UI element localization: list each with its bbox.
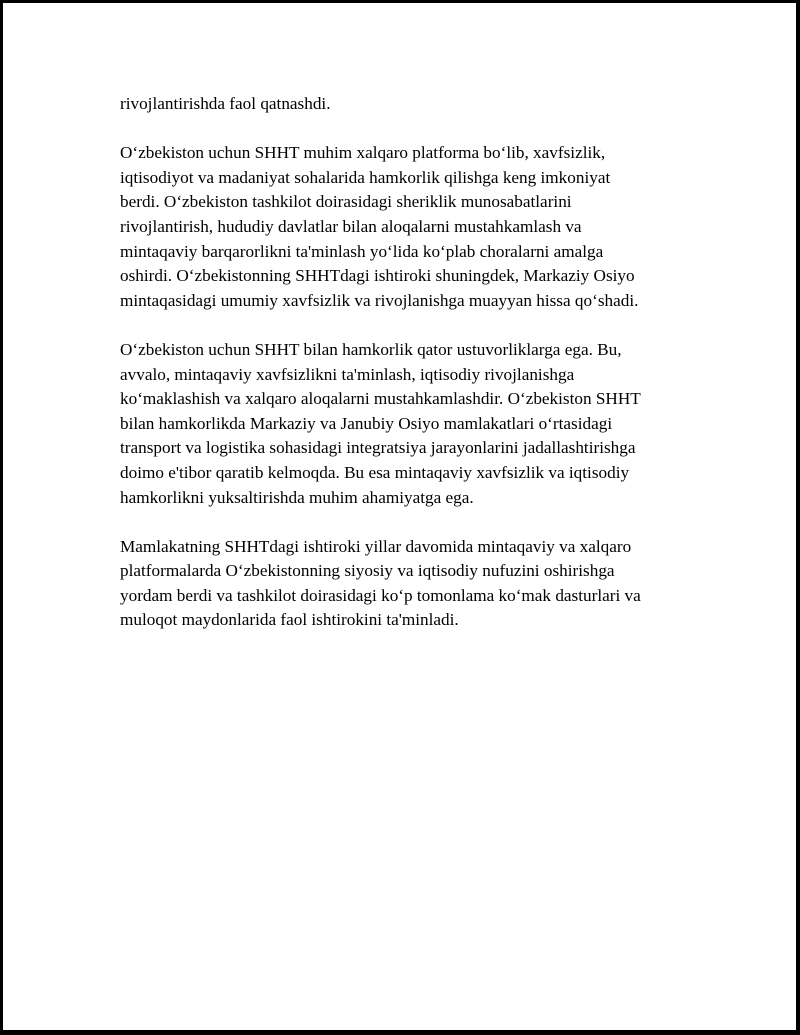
paragraph-line: O‘zbekiston uchun SHHT muhim xalqaro platforma bo‘lib, xavfsizlik, [120, 143, 606, 163]
paragraph-1 [120, 92, 690, 117]
paragraph-line: doimo e'tibor qaratib kelmoqda. Bu esa mintaqaviy xavfsizlik va iqtisodiy [120, 462, 630, 482]
paragraph-line: O‘zbekiston uchun SHHT bilan hamkorlik qator ustuvorliklarga ega. Bu, [120, 339, 622, 359]
paragraph-line: mintaqasidagi umumiy xavfsizlik va rivojlanishga muayyan hissa qo‘shadi. [120, 290, 639, 310]
paragraph-line: rivojlantirish, hududiy davlatlar bilan aloqalarni mustahkamlash va [120, 216, 582, 236]
paragraph-line: iqtisodiyot va madaniyat sohalarida hamkorlik qilishga keng imkoniyat [120, 167, 611, 187]
paragraph-line: berdi. O‘zbekiston tashkilot doirasidagi sheriklik munosabatlarini [120, 192, 572, 212]
paragraph-line: ko‘maklashish va xalqaro aloqalarni mustahkamlashdir. O‘zbekiston SHHT [120, 389, 641, 409]
paragraph-line: oshirdi. O‘zbekistonning SHHTdagi ishtiroki shuningdek, Markaziy Osiyo [120, 266, 635, 286]
paragraph-line: bilan hamkorlikda Markaziy va Janubiy Osiyo mamlakatlari o‘rtasidagi [120, 413, 613, 433]
paragraph-line: yordam berdi va tashkilot doirasidagi ko‘p tomonlama ko‘mak dasturlari va [120, 585, 641, 605]
paragraph-line: muloqot maydonlarida faol ishtirokini ta'minladi. [120, 610, 459, 630]
paragraph-line: Mamlakatning SHHTdagi ishtiroki yillar davomida mintaqaviy va xalqaro [120, 536, 632, 556]
paragraph-2 [120, 141, 690, 313]
document-body [120, 92, 690, 658]
paragraph-line: rivojlantirishda faol qatnashdi. [120, 94, 331, 113]
paragraph-line: hamkorlikni yuksaltirishda muhim ahamiyatga ega. [120, 487, 474, 507]
paragraph-3 [120, 338, 690, 510]
paragraph-line: avvalo, mintaqaviy xavfsizlikni ta'minlash, iqtisodiy rivojlanishga [120, 364, 575, 384]
paragraph-4 [120, 535, 690, 633]
paragraph-line: transport va logistika sohasidagi integratsiya jarayonlarini jadallashtirishga [120, 438, 636, 458]
paragraph-line: mintaqaviy barqarorlikni ta'minlash yo‘lida ko‘plab choralarni amalga [120, 241, 604, 261]
paragraph-line: platformalarda O‘zbekistonning siyosiy va iqtisodiy nufuzini oshirishga [120, 561, 615, 581]
